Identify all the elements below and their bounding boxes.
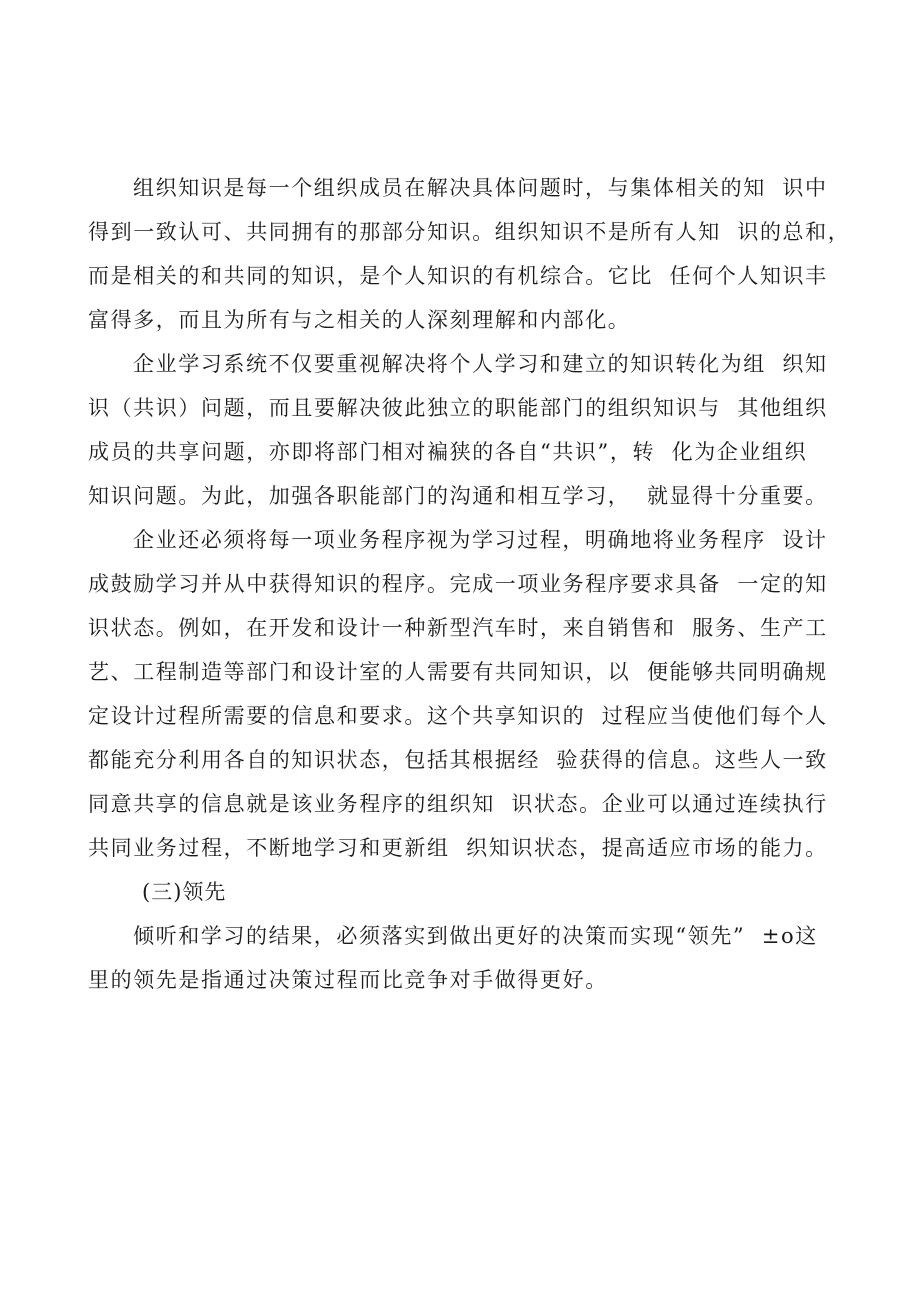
- paragraph-line: 而是相关的和共同的知识，是个人知识的有机综合。它比 任何个人知识丰: [88, 264, 828, 288]
- paragraph-line: 倾听和学习的结果，必须落实到做出更好的决策而实现“领先” ±o这: [133, 924, 818, 948]
- section-heading: (三)领先: [142, 880, 227, 904]
- paragraph-line: 知识问题。为此，加强各职能部门的沟通和相互学习， 就显得十分重要。: [88, 484, 828, 508]
- paragraph-line: 识状态。例如，在开发和设计一种新型汽车时，来自销售和 服务、生产工: [88, 616, 828, 640]
- paragraph-line: 成鼓励学习并从中获得知识的程序。完成一项业务程序要求具备 一定的知: [88, 572, 828, 596]
- paragraph-line: 艺、工程制造等部门和设计室的人需要有共同知识，以 便能够共同明确规: [88, 660, 828, 684]
- paragraph-line: 里的领先是指通过决策过程而比竞争对手做得更好。: [88, 968, 608, 992]
- paragraph-line: 企业还必须将每一项业务程序视为学习过程，明确地将业务程序 设计: [133, 528, 828, 552]
- paragraph-line: 成员的共享问题，亦即将部门相对褊狭的各自“共识”，转 化为企业组织: [88, 440, 808, 464]
- paragraph-line: 定设计过程所需要的信息和要求。这个共享知识的 过程应当使他们每个人: [88, 704, 828, 728]
- paragraph-line: 都能充分利用各自的知识状态，包括其根据经 验获得的信息。这些人一致: [88, 748, 828, 772]
- paragraph-line: 共同业务过程，不断地学习和更新组 织知识状态，提高适应市场的能力。: [88, 836, 828, 860]
- paragraph-line: 得到一致认可、共同拥有的那部分知识。组织知识不是所有人知 识的总和，: [88, 220, 851, 244]
- paragraph-line: 企业学习系统不仅要重视解决将个人学习和建立的知识转化为组 织知: [133, 352, 828, 376]
- paragraph-line: 组织知识是每一个组织成员在解决具体问题时，与集体相关的知 识中: [133, 176, 828, 200]
- paragraph-line: 识（共识）问题，而且要解决彼此独立的职能部门的组织知识与 其他组织: [88, 396, 828, 420]
- paragraph-line: 同意共享的信息就是该业务程序的组织知 识状态。企业可以通过连续执行: [88, 792, 828, 816]
- paragraph-line: 富得多，而且为所有与之相关的人深刻理解和内部化。: [88, 308, 631, 332]
